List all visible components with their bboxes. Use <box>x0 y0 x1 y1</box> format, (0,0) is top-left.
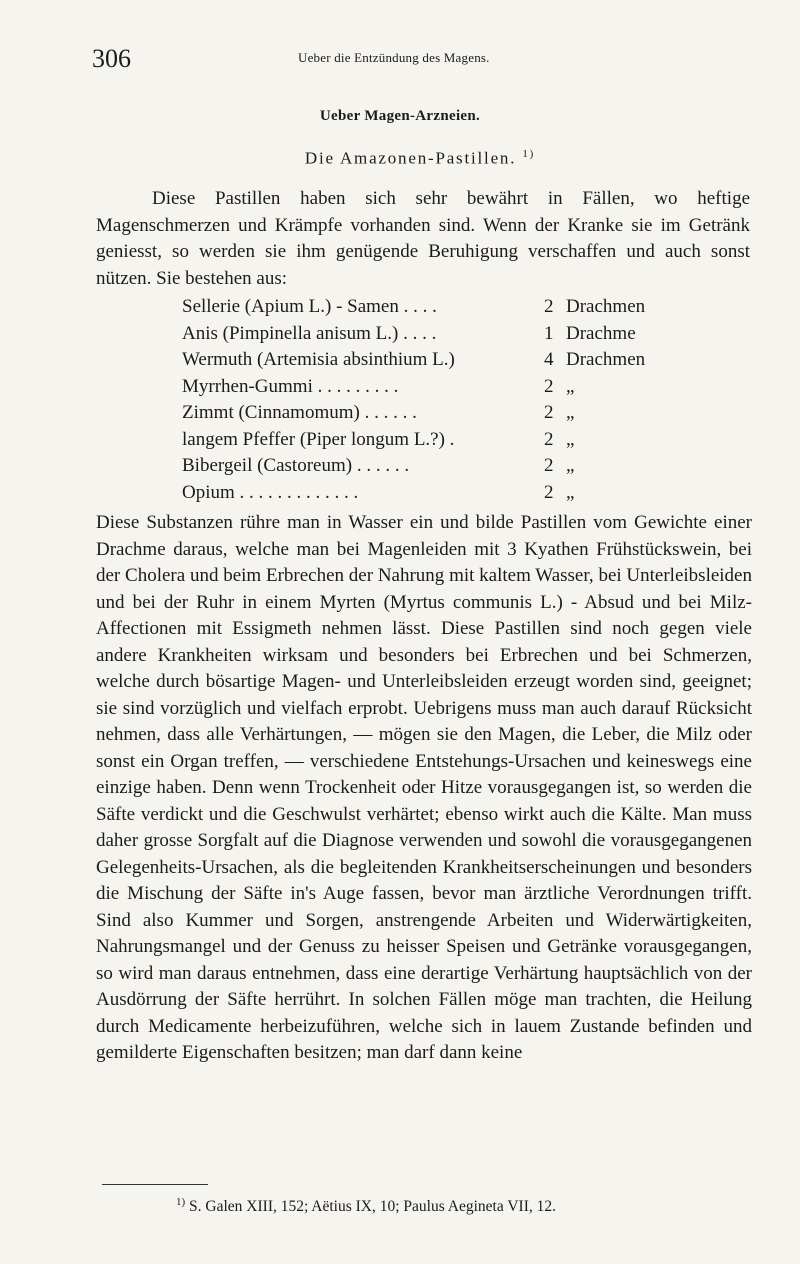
intro-paragraph: Diese Pastillen haben sich sehr bewährt in Fällen, wo heftige Magenschmerzen und Krämpfe vorhanden sind. Wenn der Kranke sie im Getränk geniesst, so werden sie ihm genügende Beruhigung verschaffen und auch sonst nützen. Sie bestehen aus: <box>96 188 750 289</box>
footnote-divider <box>102 1184 208 1185</box>
unit: „ <box>566 428 575 450</box>
footnote-reference: 1) <box>522 148 536 160</box>
ingredient: Wermuth (Artemisia absinthium L.) <box>182 349 455 371</box>
recipe-row <box>182 453 666 480</box>
recipe-row <box>182 347 666 374</box>
section-heading: Ueber Magen-Arzneien. <box>319 108 481 124</box>
quantity: 2 <box>544 375 554 397</box>
unit: „ <box>566 455 575 477</box>
quantity: 1 <box>544 322 554 344</box>
recipe-row <box>182 400 666 427</box>
subsection-title: Die Amazonen-Pastillen. <box>304 148 517 168</box>
unit: „ <box>566 481 575 503</box>
ingredient: langem Pfeffer (Piper longum L.?) . <box>182 428 455 450</box>
subsection-heading <box>0 148 800 169</box>
recipe-row <box>182 374 666 401</box>
unit: „ <box>566 375 575 397</box>
quantity: 2 <box>544 481 554 503</box>
ingredient: Anis (Pimpinella anisum L.) . . . . <box>182 322 437 344</box>
quantity: 4 <box>544 349 554 371</box>
unit: Drachmen <box>566 296 646 318</box>
ingredient: Opium . . . . . . . . . . . . . <box>182 481 359 503</box>
body-paragraph: Diese Substanzen rühre man in Wasser ein und bilde Pastillen vom Gewichte einer Drachme daraus, welche man bei Magenleiden mit 3 Kyathen Frühstückswein, bei der Cholera und beim Erbrechen der Nahrung mit kaltem Wasser, bei Unterleibsleiden und bei der Ruhr in einem Myrten (Myrtus communis L.) - Absud und bei Milz-Affectionen mit Essigmeth nehmen lässt. Diese Pastillen sind noch gegen viele andere Krankheiten wirksam und besonders bei Erbrechen und bei Schmerzen, welche durch bösartige Magen- und Unterleibsleiden erzeugt worden sind, geeignet; sie sind vorzüglich und vielfach erprobt. Uebrigens muss man auch darauf Rücksicht nehmen, dass alle Verhärtungen, — mögen sie den Magen, die Leber, die Milz oder sonst ein Organ treffen, — verschiedene Entstehungs-Ursachen und keineswegs eine einzige haben. Denn wenn Trockenheit oder Hitze vorausgegangen ist, so werden die Säfte verdickt und die Geschwulst verhärtet; ebenso wirkt auch die Kälte. Man muss daher grosse Sorgfalt auf die Diagnose verwenden und sowohl die vorausgegangenen Gelegenheits-Ursachen, als die begleitenden Krankheitserscheinungen und besonders die Mischung der Säfte in's Auge fassen, bevor man ärztliche Verordnungen trifft. Sind also Kummer und Sorgen, anstrengende Arbeiten und Widerwärtigkeiten, Nahrungsmangel und der Genuss zu heisser Speisen und Getränke vorausgegangen, so wird man daraus entnehmen, dass eine derartige Verhärtung hauptsächlich von der Ausdörrung der Säfte herrührt. In solchen Fällen möge man trachten, die Heilung durch Medicamente herbeizuführen, welche sich in lauem Zustande befinden und gemilderte Eigenschaften besitzen; man darf dann keine <box>96 512 752 1063</box>
recipe-row <box>182 294 666 321</box>
recipe-row <box>182 480 666 507</box>
unit: Drachme <box>566 322 636 344</box>
running-header: Ueber die Entzündung des Magens. <box>298 50 490 65</box>
ingredient: Bibergeil (Castoreum) . . . . . . <box>182 455 410 477</box>
footnote-text: S. Galen XIII, 152; Aëtius IX, 10; Paulus Aegineta VII, 12. <box>189 1198 556 1216</box>
quantity: 2 <box>544 402 554 424</box>
ingredient: Sellerie (Apium L.) - Samen . . . . <box>182 296 437 318</box>
recipe-row <box>182 427 666 454</box>
ingredient: Myrrhen-Gummi . . . . . . . . . <box>182 375 399 397</box>
unit: „ <box>566 402 575 424</box>
page-number: 306 <box>92 44 131 73</box>
quantity: 2 <box>544 296 554 318</box>
recipe-row <box>182 321 666 348</box>
quantity: 2 <box>544 455 554 477</box>
footnote <box>176 1196 556 1216</box>
recipe-list <box>182 294 666 506</box>
quantity: 2 <box>544 428 554 450</box>
ingredient: Zimmt (Cinnamomum) . . . . . . <box>182 402 417 424</box>
footnote-mark: 1) <box>176 1196 186 1208</box>
unit: Drachmen <box>566 349 646 371</box>
